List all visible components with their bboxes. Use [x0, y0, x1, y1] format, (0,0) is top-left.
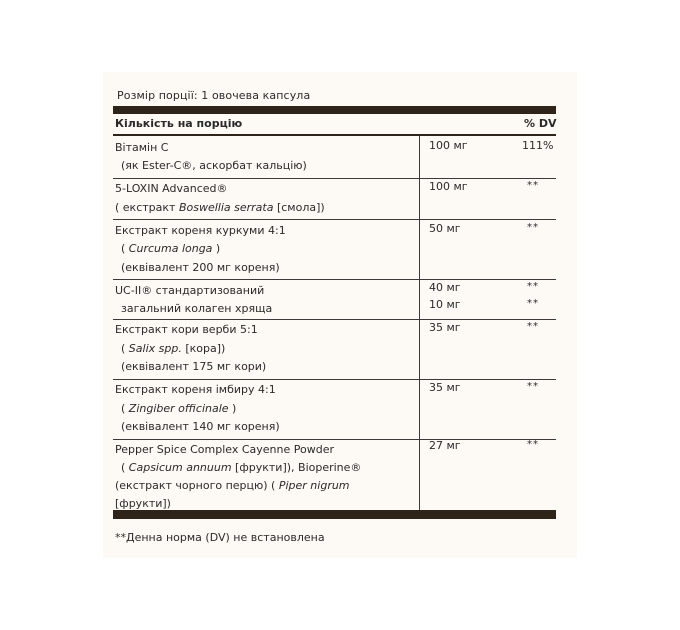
row-turmeric-name: Екстракт кореня куркуми 4:1	[115, 224, 286, 237]
bottom-bar	[113, 510, 556, 519]
row-ucii-amount: 40 мг	[429, 281, 461, 294]
dv-header: % DV	[524, 117, 557, 130]
row-ucii-dv: **	[527, 281, 539, 292]
row-divider	[113, 319, 556, 320]
header-rule	[113, 134, 556, 136]
row-pepper-name: Pepper Spice Complex Cayenne Powder	[115, 443, 334, 456]
row-vitamin-c-name: Вітамін С	[115, 141, 169, 154]
row-ucii-amount-2: 10 мг	[429, 298, 461, 311]
row-pepper-amount: 27 мг	[429, 439, 461, 452]
row-turmeric-amount: 50 мг	[429, 222, 461, 235]
row-5loxin-amount: 100 мг	[429, 180, 468, 193]
row-vitamin-c-dv: 111%	[522, 139, 554, 152]
amount-per-serving-header: Кількість на порцію	[115, 117, 243, 130]
row-ucii-name: UC-II® стандартизований	[115, 284, 265, 297]
row-5loxin-name: 5-LOXIN Advanced®	[115, 182, 228, 195]
footnote: **Денна норма (DV) не встановлена	[115, 531, 325, 544]
row-divider	[113, 439, 556, 440]
row-willow-equiv: (еквівалент 175 мг кори)	[121, 360, 267, 373]
row-ginger-equiv: (еквівалент 140 мг кореня)	[121, 420, 280, 433]
row-pepper-latin: ( Capsicum annuum [фрукти]), Bioperine®	[121, 461, 362, 474]
row-ginger-name: Екстракт кореня імбиру 4:1	[115, 383, 276, 396]
row-5loxin-dv: **	[527, 180, 539, 191]
row-turmeric-equiv: (еквівалент 200 мг кореня)	[121, 261, 280, 274]
row-ginger-dv: **	[527, 381, 539, 392]
row-ucii-detail: загальний колаген хряща	[121, 302, 273, 315]
column-divider	[419, 136, 420, 510]
row-pepper-dv: **	[527, 439, 539, 450]
row-willow-latin: ( Salix spp. [кора])	[121, 342, 226, 355]
row-divider	[113, 219, 556, 220]
row-willow-name: Екстракт кори верби 5:1	[115, 323, 258, 336]
row-ginger-amount: 35 мг	[429, 381, 461, 394]
row-vitamin-c-amount: 100 мг	[429, 139, 468, 152]
row-pepper-fruit: [фрукти])	[115, 497, 171, 510]
row-ginger-latin: ( Zingiber officinale )	[121, 402, 237, 415]
serving-size: Розмір порції: 1 овочева капсула	[117, 89, 311, 102]
row-willow-amount: 35 мг	[429, 321, 461, 334]
row-willow-dv: **	[527, 321, 539, 332]
row-turmeric-latin: ( Curcuma longa )	[121, 242, 221, 255]
row-5loxin-detail: ( екстракт Boswellia serrata [смола])	[115, 201, 325, 214]
row-divider	[113, 379, 556, 380]
top-bar	[113, 106, 556, 114]
row-ucii-dv-2: **	[527, 298, 539, 309]
row-pepper-extract: (екстракт чорного перцю) ( Piper nigrum	[115, 479, 350, 492]
row-divider	[113, 178, 556, 179]
row-vitamin-c-detail: (як Ester-C®, аскорбат кальцію)	[121, 159, 307, 172]
row-divider	[113, 279, 556, 280]
row-turmeric-dv: **	[527, 222, 539, 233]
